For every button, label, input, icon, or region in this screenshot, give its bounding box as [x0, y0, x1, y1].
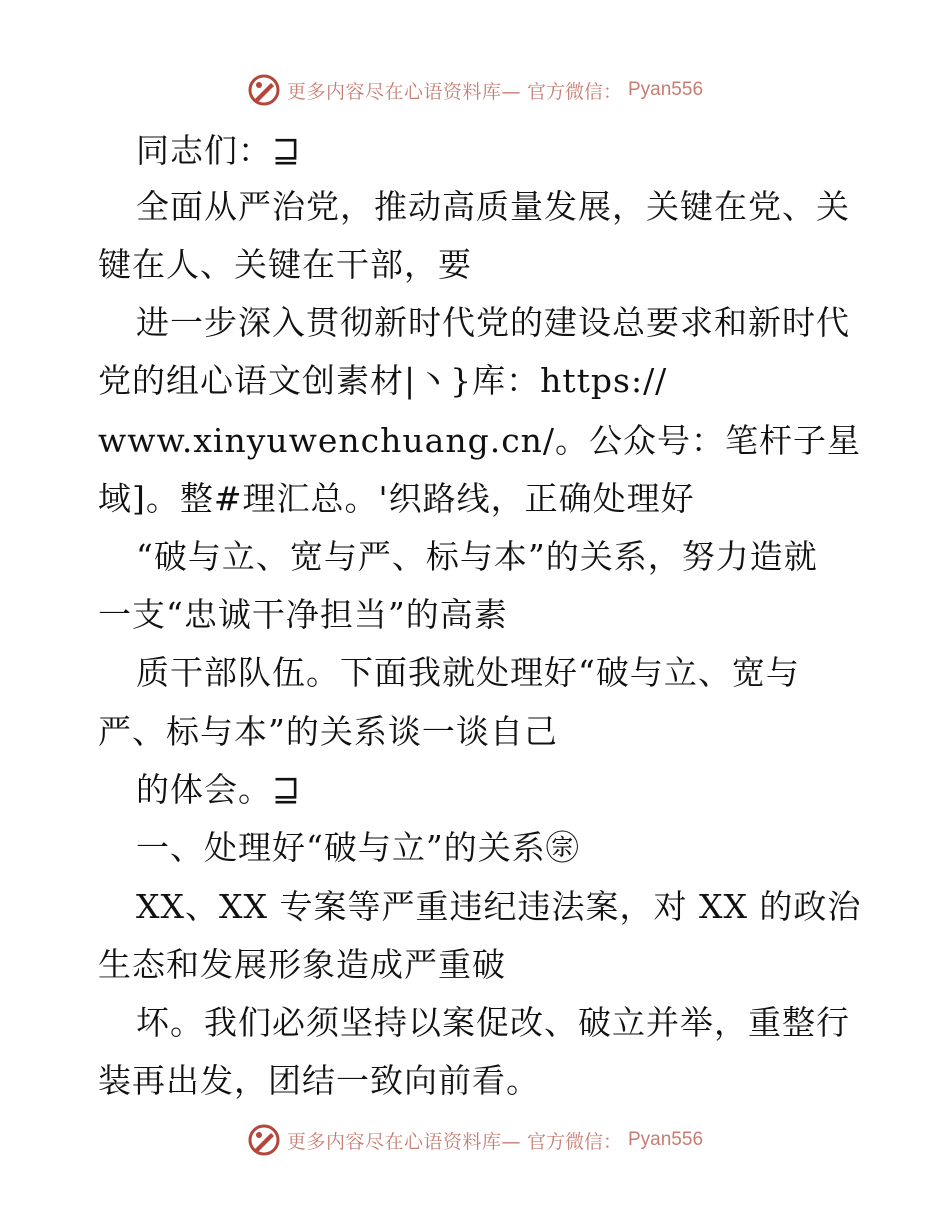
body-line: 同志们：⊒ — [136, 131, 301, 170]
banner-wechat-label: 官方微信： — [526, 1130, 622, 1153]
banner-wechat-id: Pyan556 — [628, 79, 704, 100]
footer-banner — [0, 1120, 950, 1160]
body-line: www.xinyuwenchuang.cn/。公众号：笔杆子星 — [98, 421, 862, 460]
body-line: 生态和发展形象造成严重破 — [98, 945, 506, 984]
body-line: 严、标与本”的关系谈一谈自己 — [98, 712, 558, 751]
body-line: 键在人、关键在干部，要 — [98, 245, 472, 284]
header-banner — [0, 70, 950, 110]
section-heading: 一、处理好“破与立”的关系㊪ — [136, 828, 580, 867]
body-line: 的体会。⊒ — [136, 770, 301, 809]
body-line: XX、XX 专案等严重违纪违法案，对 XX 的政治 — [136, 887, 862, 926]
body-line: 装再出发，团结一致向前看。 — [98, 1061, 540, 1100]
body-line: “破与立、宽与严、标与本”的关系，努力造就 — [136, 537, 818, 576]
banner-wechat-id: Pyan556 — [628, 1129, 704, 1150]
body-line: 坏。我们必须坚持以案促改、破立并举，重整行 — [136, 1003, 850, 1042]
body-line: 党的组心语文创素材|丶}库：https:// — [98, 361, 668, 400]
body-line: 全面从严治党，推动高质量发展，关键在党、关 — [136, 187, 850, 226]
banner-text: 更多内容尽在心语资料库— — [286, 1130, 521, 1153]
banner-wechat-label: 官方微信： — [526, 80, 622, 103]
body-line: 质干部队伍。下面我就处理好“破与立、宽与 — [136, 653, 800, 692]
pen-logo-icon — [247, 73, 281, 107]
pen-logo-icon — [247, 1123, 281, 1157]
body-line: 一支“忠诚干净担当”的高素 — [98, 595, 508, 634]
body-line: 进一步深入贯彻新时代党的建设总要求和新时代 — [136, 303, 850, 342]
banner-text: 更多内容尽在心语资料库— — [286, 80, 521, 103]
body-line: 域]。整#理汇总。'织路线，正确处理好 — [98, 479, 695, 518]
